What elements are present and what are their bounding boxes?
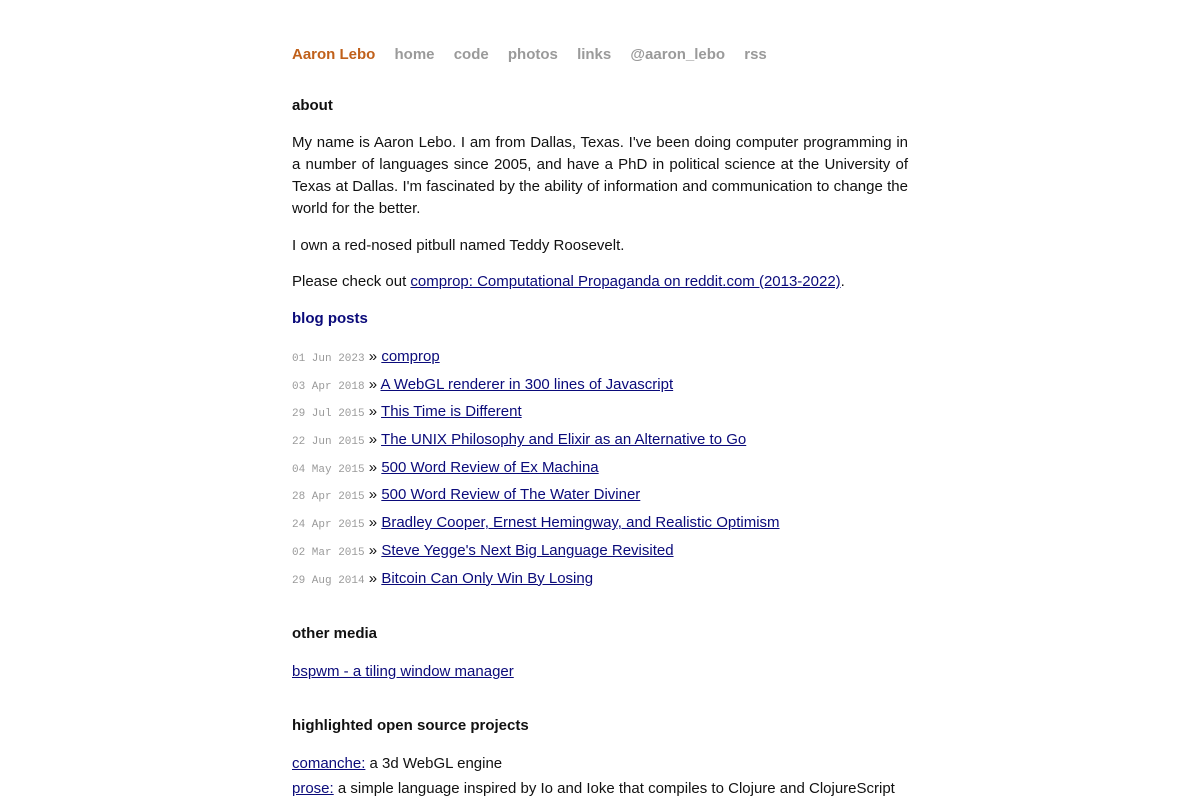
- post-separator: »: [368, 569, 378, 587]
- project-name-link[interactable]: prose:: [292, 780, 334, 797]
- post-separator: »: [368, 403, 378, 421]
- post-title-link[interactable]: This Time is Different: [381, 403, 522, 421]
- about-paragraph-comprop: [292, 271, 908, 293]
- project-list: [292, 753, 908, 803]
- nav-links-link[interactable]: links: [577, 46, 612, 63]
- nav-photos-link[interactable]: photos: [507, 46, 558, 63]
- project-description: a 3d WebGL engine: [365, 755, 503, 772]
- post-separator: »: [368, 375, 378, 393]
- comprop-suffix: .: [840, 273, 845, 290]
- post-date: 29 Aug 2014: [292, 574, 365, 587]
- blog-post-item: [292, 484, 780, 512]
- top-nav: [292, 44, 782, 66]
- post-separator: »: [368, 541, 378, 559]
- post-title-link[interactable]: 500 Word Review of The Water Diviner: [381, 486, 641, 504]
- about-paragraph-dog: I own a red-nosed pitbull named Teddy Roosevelt.: [292, 237, 625, 254]
- post-date: 04 May 2015: [292, 463, 365, 476]
- post-date: 28 Apr 2015: [292, 491, 365, 504]
- blog-posts-heading: blog posts: [292, 310, 368, 327]
- project-item: [292, 778, 908, 803]
- other-media-item: [292, 661, 514, 683]
- nav-rss-link[interactable]: rss: [744, 46, 767, 63]
- brand-link[interactable]: Aaron Lebo: [292, 46, 376, 63]
- post-title-link[interactable]: Bitcoin Can Only Win By Losing: [381, 569, 594, 587]
- post-separator: »: [368, 348, 378, 365]
- bspwm-link[interactable]: bspwm - a tiling window manager: [292, 663, 514, 680]
- post-title-link[interactable]: Steve Yegge's Next Big Language Revisited: [381, 541, 674, 559]
- post-title-link[interactable]: 500 Word Review of Ex Machina: [381, 458, 599, 476]
- comprop-prefix: Please check out: [292, 273, 411, 290]
- post-title-link[interactable]: Bradley Cooper, Ernest Hemingway, and Realistic Optimism: [381, 514, 780, 532]
- blog-post-item: [292, 568, 780, 596]
- post-date: 29 Jul 2015: [292, 408, 365, 421]
- comprop-link[interactable]: comprop: Computational Propaganda on reddit.com (2013-2022): [410, 273, 841, 290]
- nav-code-link[interactable]: code: [453, 46, 489, 63]
- open-source-heading: highlighted open source projects: [292, 717, 529, 734]
- post-title-link[interactable]: comprop: [381, 348, 440, 365]
- project-description: a simple language inspired by Io and Ioke that compiles to Clojure and ClojureScript: [333, 780, 895, 797]
- post-date: 22 Jun 2015: [292, 436, 365, 449]
- about-heading: about: [292, 97, 333, 114]
- project-item: [292, 753, 908, 778]
- post-title-link[interactable]: A WebGL renderer in 300 lines of Javascript: [380, 375, 674, 393]
- blog-post-item: [292, 512, 780, 540]
- blog-post-item: [292, 540, 780, 568]
- blog-post-item: [292, 374, 780, 402]
- post-date: 03 Apr 2018: [292, 380, 365, 393]
- post-separator: »: [368, 514, 378, 532]
- post-date: 01 Jun 2023: [292, 353, 365, 365]
- blog-post-item: [292, 457, 780, 485]
- blog-post-item: [292, 346, 780, 374]
- project-name-link[interactable]: comanche:: [292, 755, 366, 772]
- about-paragraph-bio: My name is Aaron Lebo. I am from Dallas, Texas. I've been doing computer programming in a number of languages since 2005, and have a PhD in political science at the University of Texas at Dallas. I'm fascinated by the ability of information and communication to change the world for the better.: [292, 134, 908, 217]
- post-title-link[interactable]: The UNIX Philosophy and Elixir as an Alternative to Go: [381, 431, 747, 449]
- post-separator: »: [368, 431, 378, 449]
- post-separator: »: [368, 458, 378, 476]
- post-separator: »: [368, 486, 378, 504]
- blog-post-item: [292, 401, 780, 429]
- other-media-heading: other media: [292, 625, 378, 642]
- nav-twitter-link[interactable]: @aaron_lebo: [630, 46, 726, 63]
- post-date: 24 Apr 2015: [292, 519, 365, 532]
- blog-post-item: [292, 429, 780, 457]
- post-date: 02 Mar 2015: [292, 546, 365, 559]
- blog-post-list: [292, 346, 780, 595]
- nav-home-link[interactable]: home: [394, 46, 435, 63]
